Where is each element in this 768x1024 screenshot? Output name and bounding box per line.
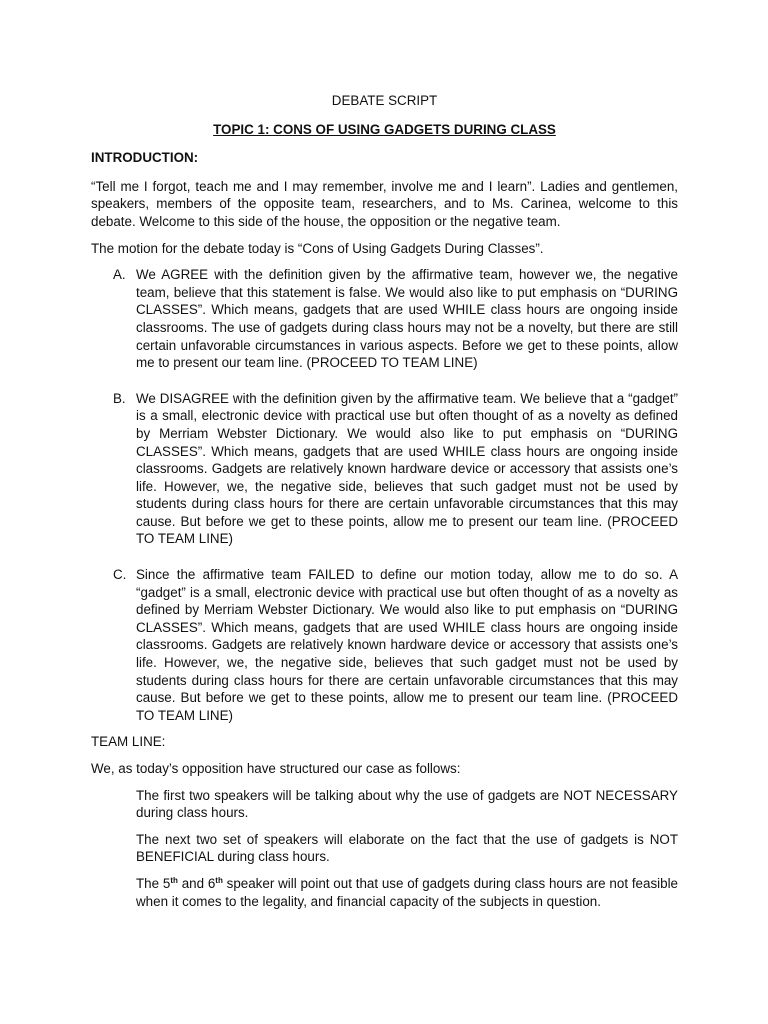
introduction-paragraph: “Tell me I forgot, teach me and I may remember, involve me and I learn”. Ladies and gentlemen, speakers, members of the opposite team, researchers, and to Ms. Carinea, welcome to this debate. Welcome to this side of the house, the opposition or the negative team. (91, 178, 678, 229)
topic-heading: TOPIC 1: CONS OF USING GADGETS DURING CLASS (213, 121, 556, 137)
motion-statement: The motion for the debate today is “Cons of Using Gadgets During Classes”. (91, 240, 544, 256)
option-letter: A. (113, 267, 126, 283)
option-text: We AGREE with the definition given by the affirmative team, however we, the negative team, believe that this statement is false. We would also like to put emphasis on “DURING CLASSES”. Which means, gadgets that are used WHILE class hours are ongoing inside classrooms. The use of gadgets during class hours may not be a novelty, but there are still certain unfavorable circumstances in various aspects. Before we get to these points, allow me to present our team line. (PROCEED TO TEAM LINE) (136, 267, 678, 371)
option-a (91, 266, 678, 372)
point3-part3: speaker will point out that use of gadgets during class hours are not feasible when it comes to the legality, and financial capacity of the subjects in question. (136, 875, 678, 909)
ordinal-suffix: th (215, 875, 223, 885)
option-text: Since the affirmative team FAILED to define our motion today, allow me to do so. A “gadget” is a small, electronic device with practical use but often thought of as a novelty as defined by Merriam Webster Dictionary. We would also like to put emphasis on “DURING CLASSES”. Which means, gadgets that are used WHILE class hours are ongoing inside classrooms. Gadgets are relatively known hardware device or accessory that assists one’s life. However, we, the negative side, believes that such gadget must not be used by students during class hours for there are certain unfavorable circumstances that this may cause. But before we get to these points, allow me to present our team line. (PROCEED TO TEAM LINE) (136, 567, 678, 723)
team-line-point-3 (136, 875, 678, 910)
team-line-point-1: The first two speakers will be talking about why the use of gadgets are NOT NECESSARY during class hours. (136, 787, 678, 821)
document-title: DEBATE SCRIPT (331, 93, 438, 108)
point3-part2: and 6 (177, 875, 216, 891)
option-letter: C. (113, 567, 127, 583)
option-letter: B. (113, 390, 126, 406)
team-line-heading: TEAM LINE: (91, 734, 166, 750)
team-line-intro: We, as today’s opposition have structured our case as follows: (91, 761, 461, 776)
introduction-heading: INTRODUCTION: (91, 150, 199, 166)
point3-part1: The 5 (136, 875, 171, 891)
option-text: We DISAGREE with the definition given by the affirmative team. We believe that a “gadget” is a small, electronic device with practical use but often thought of as a novelty as defined by Merriam Webster Dictionary. We would also like to put emphasis on “DURING CLASSES”. Which means, gadgets that are used WHILE class hours are ongoing inside classrooms. Gadgets are relatively known hardware device or accessory that assists one’s life. However, we, the negative side, believes that such gadget must not be used by students during class hours for there are certain unfavorable circumstances that this may cause. But before we get to these points, allow me to present our team line. (PROCEED TO TEAM LINE) (136, 390, 678, 547)
definition-options-list (91, 266, 678, 724)
option-b (91, 390, 678, 548)
team-line-point-2: The next two set of speakers will elaborate on the fact that the use of gadgets is NOT BENEFICIAL during class hours. (136, 831, 678, 865)
option-c (91, 566, 678, 724)
ordinal-suffix: th (170, 875, 178, 885)
